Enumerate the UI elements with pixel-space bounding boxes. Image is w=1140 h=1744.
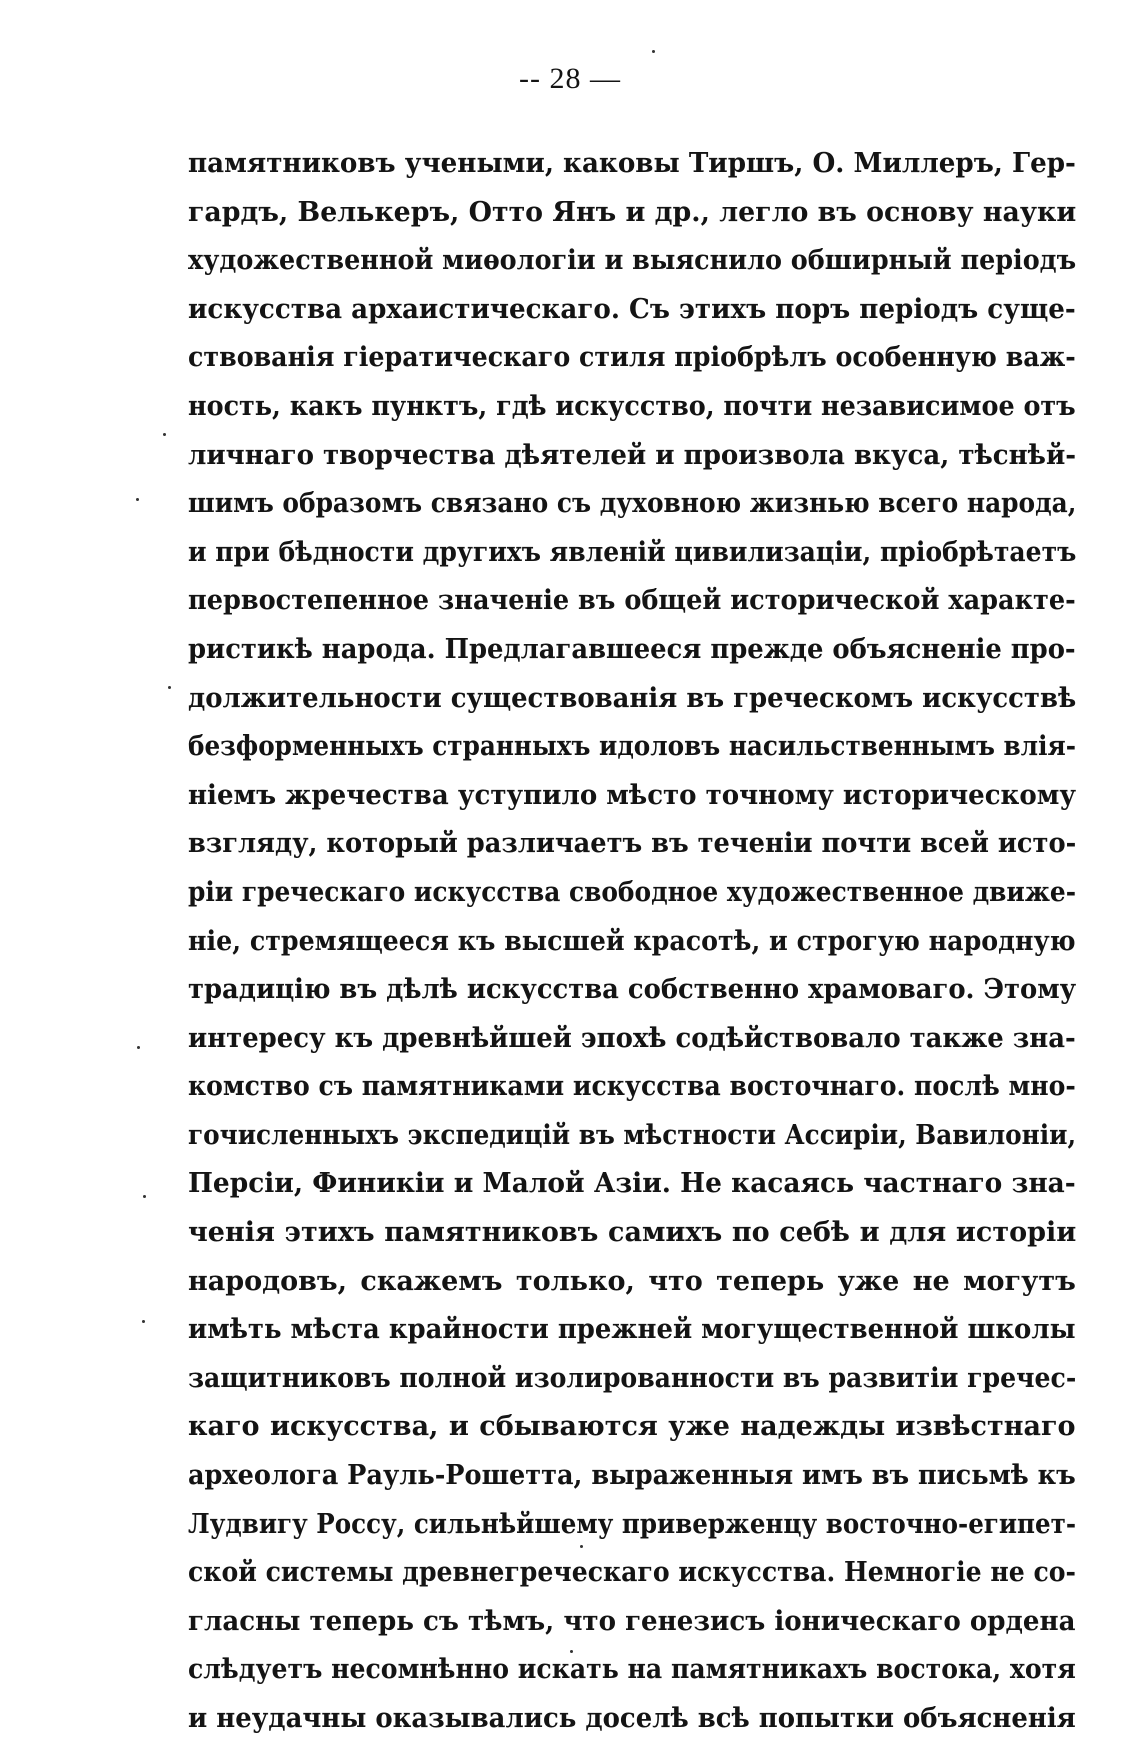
scan-speck bbox=[163, 433, 166, 436]
text-line: Лудвигу Россу, сильнѣйшему приверженцу восточно-египет- bbox=[188, 1508, 1077, 1540]
text-line: должительности существованія въ греческомъ искусствѣ bbox=[188, 682, 1077, 714]
scan-speck bbox=[143, 1195, 146, 1198]
text-line: комство съ памятниками искусства восточнаго. послѣ мно- bbox=[188, 1071, 1076, 1103]
scan-speck bbox=[137, 1046, 140, 1049]
text-line: гласны теперь съ тѣмъ, что генезисъ іоническаго ордена bbox=[188, 1605, 1076, 1637]
text-line: и при бѣдности другихъ явленій цивилизаціи, пріобрѣтаетъ bbox=[188, 536, 1077, 568]
text-line: ствованія гіератическаго стиля пріобрѣлъ особенную важ- bbox=[188, 342, 1076, 374]
text-line: ніемъ жречества уступило мѣсто точному историческому bbox=[188, 779, 1076, 811]
text-line: гочисленныхъ экспедицій въ мѣстности Ассиріи, Вавилоніи, bbox=[188, 1119, 1077, 1151]
text-line: народовъ, скажемъ только, что теперь уже не могутъ bbox=[188, 1265, 1076, 1297]
text-line: защитниковъ полной изолированности въ развитіи гречес- bbox=[188, 1362, 1077, 1394]
text-line: ность, какъ пунктъ, гдѣ искусство, почти независимое отъ bbox=[188, 390, 1076, 422]
text-line: и неудачны оказывались доселѣ всѣ попытки объясненія bbox=[188, 1703, 1076, 1734]
text-line: традицію въ дѣлѣ искусства собственно храмоваго. Этому bbox=[188, 974, 1077, 1006]
text-line: ской системы древнегреческаго искусства. Немногіе не со- bbox=[188, 1557, 1076, 1589]
scan-speck bbox=[142, 1320, 145, 1323]
text-line: искусства архаистическаго. Съ этихъ поръ періодъ суще- bbox=[188, 293, 1076, 325]
body-text bbox=[188, 140, 1076, 1744]
text-line: художественной миѳологіи и выяснило обширный періодъ bbox=[188, 245, 1077, 277]
scan-speck bbox=[168, 686, 171, 689]
text-line: безформенныхъ странныхъ идоловъ насильственнымъ влія- bbox=[188, 731, 1076, 763]
scan-speck bbox=[580, 1545, 583, 1548]
text-line: шимъ образомъ связано съ духовною жизнью всего народа, bbox=[188, 488, 1077, 520]
text-line: первостепенное значеніе въ общей исторической характе- bbox=[188, 585, 1076, 617]
text-line: каго искусства, и сбываются уже надежды извѣстнаго bbox=[188, 1411, 1076, 1443]
text-line: ристикѣ народа. Предлагавшееся прежде объясненіе про- bbox=[188, 633, 1076, 665]
scan-speck bbox=[652, 50, 655, 53]
text-line: ріи греческаго искусства свободное художественное движе- bbox=[188, 876, 1077, 908]
text-line: слѣдуетъ несомнѣнно искать на памятникахъ востока, хотя bbox=[188, 1654, 1076, 1686]
text-line: интересу къ древнѣйшей эпохѣ содѣйствовало также зна- bbox=[188, 1022, 1076, 1054]
text-line: ніе, стремящееся къ высшей красотѣ, и строгую народную bbox=[188, 925, 1076, 957]
scan-speck bbox=[136, 498, 139, 501]
text-line: Персіи, Финикіи и Малой Азіи. Не касаясь частнаго зна- bbox=[188, 1168, 1076, 1200]
scan-speck bbox=[570, 1650, 573, 1653]
text-line: личнаго творчества дѣятелей и произвола вкуса, тѣснѣй- bbox=[188, 439, 1077, 471]
text-line: археолога Рауль-Рошетта, выраженныя имъ въ письмѣ къ bbox=[188, 1460, 1076, 1492]
text-line: взгляду, который различаетъ въ теченіи почти всей исто- bbox=[188, 828, 1077, 860]
text-line: ченія этихъ памятниковъ самихъ по себѣ и для исторіи bbox=[188, 1217, 1077, 1249]
page-number: -- 28 — bbox=[519, 62, 621, 95]
text-line: гардъ, Велькеръ, Отто Янъ и др., легло въ основу науки bbox=[188, 196, 1077, 228]
text-line: памятниковъ учеными, каковы Тиршъ, О. Миллеръ, Гер- bbox=[188, 148, 1076, 179]
text-line: имѣть мѣста крайности прежней могущественной школы bbox=[188, 1314, 1076, 1346]
